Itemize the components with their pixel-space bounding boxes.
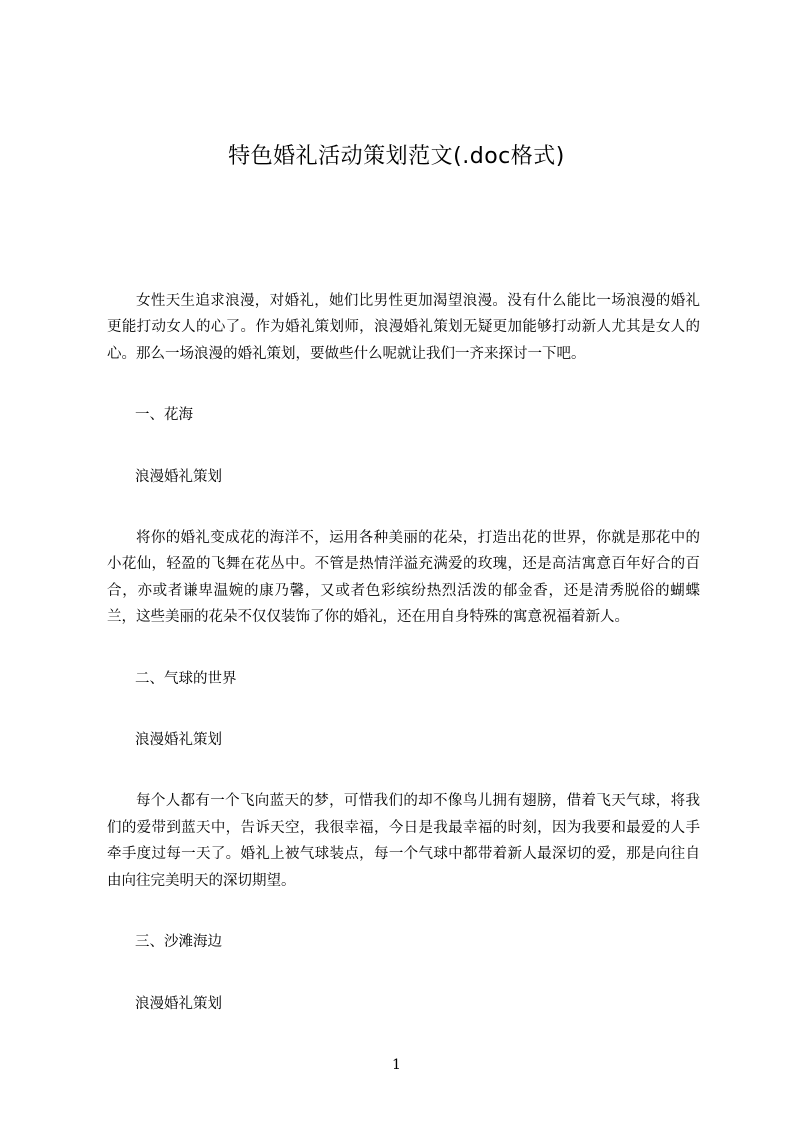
section-heading-flower-sea: 一、花海 — [135, 407, 193, 424]
spacer — [107, 956, 700, 991]
page-number: 1 — [392, 1057, 401, 1073]
spacer — [107, 367, 700, 402]
section-subheading: 浪漫婚礼策划 — [135, 995, 222, 1012]
spacer — [107, 753, 700, 788]
section-paragraph-flower-sea: 将你的婚礼变成花的海洋不，运用各种美丽的花朵，打造出花的世界，你就是那花中的小花仙，轻盈的飞舞在花丛中。不管是热情洋溢充满爱的玫瑰，还是高洁寓意百年好合的百合，亦或者谦卑温婉的康乃馨，又或者色彩缤纷热烈活泼的郁金香，还是清秀脱俗的蝴蝶兰，这些美丽的花朵不仅仅装饰了你的婚礼，还在用自身特殊的寓意祝福着新人。 — [107, 530, 700, 626]
spacer — [107, 631, 700, 666]
spacer — [107, 894, 700, 929]
section-subheading: 浪漫婚礼策划 — [135, 732, 222, 749]
spacer — [107, 692, 700, 727]
spacer — [107, 490, 700, 525]
spacer — [107, 429, 700, 464]
section-heading-balloon-world: 二、气球的世界 — [135, 670, 237, 687]
document-body — [107, 288, 700, 1017]
intro-paragraph: 女性天生追求浪漫，对婚礼，她们比男性更加渴望浪漫。没有什么能比一场浪漫的婚礼更能打动女人的心了。作为婚礼策划师，浪漫婚礼策划无疑更加能够打动新人尤其是女人的心。那么一场浪漫的婚礼策划，要做些什么呢就让我们一齐来探讨一下吧。 — [107, 293, 700, 362]
section-paragraph-balloon-world: 每个人都有一个飞向蓝天的梦，可惜我们的却不像鸟儿拥有翅膀，借着飞天气球，将我们的爱带到蓝天中，告诉天空，我很幸福，今日是我最幸福的时刻，因为我要和最爱的人手牵手度过每一天了。婚礼上被气球装点，每一个气球中都带着新人最深切的爱，那是向往自由向往完美明天的深切期望。 — [107, 793, 700, 889]
section-heading-beach: 三、沙滩海边 — [135, 934, 222, 951]
document-title: 特色婚礼活动策划范文(.doc格式) — [228, 144, 565, 169]
section-subheading: 浪漫婚礼策划 — [135, 468, 222, 485]
